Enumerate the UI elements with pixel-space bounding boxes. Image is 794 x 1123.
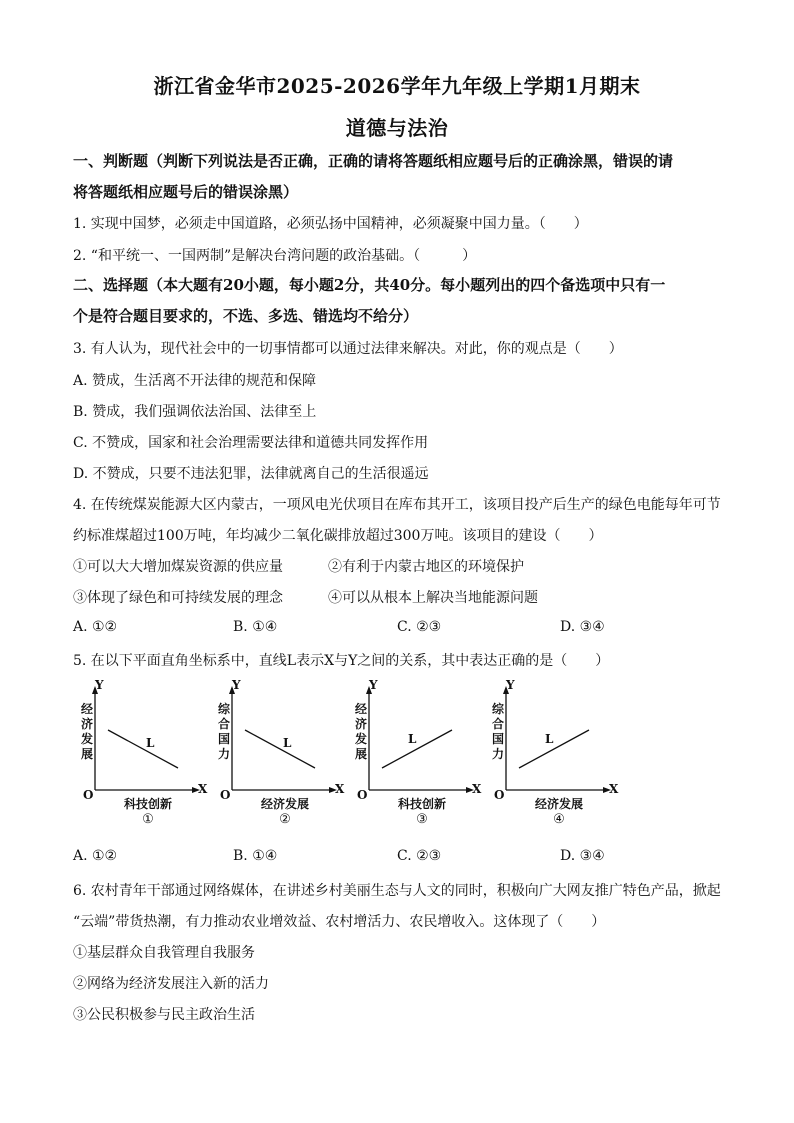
question-4-choice-b: B. ①④ [233,619,278,635]
graph-3-number: ③ [416,812,428,827]
question-3-option-c: C. 不赞成，国家和社会治理需要法律和道德共同发挥作用 [73,435,429,451]
graph-1-x-letter: X [198,782,208,796]
graph-4 [489,678,629,828]
graph-3-y-letter: Y [369,678,378,692]
question-6-stem-line1: 6. 农村青年干部通过网络媒体，在讲述乡村美丽生态与人文的同时，积极向广大网友推广特色产品，掀起 [73,883,721,899]
section1-heading-line1: 一、判断题（判断下列说法是否正确，正确的请将答题纸相应题号后的正确涂黑，错误的请 [73,152,674,170]
graph-4-number: ④ [553,812,565,827]
graph-2-x-letter: X [335,782,345,796]
graph-4-x-label: 经济发展 [534,797,583,811]
question-5-choice-a: A. ①② [73,848,118,864]
graph-3-axes [352,678,492,798]
graph-1 [78,678,218,828]
graph-1-x-label: 科技创新 [123,797,172,811]
section1-heading-line2: 将答题纸相应题号后的错误涂黑） [73,183,299,201]
graph-4-l-label: L [545,732,554,746]
graph-2-x-label: 经济发展 [260,797,309,811]
question-5-choice-c: C. ②③ [397,848,442,864]
section2-heading-line2: 个是符合题目要求的，不选、多选、错选均不给分） [73,307,419,325]
question-3-stem: 3. 有人认为，现代社会中的一切事情都可以通过法律来解决。对此，你的观点是（ ） [73,341,623,357]
graph-2-l-label: L [283,736,292,750]
question-6-item-3: ③公民积极参与民主政治生活 [73,1007,255,1023]
graph-3-line-l [382,730,452,768]
question-3-option-b: B. 赞成，我们强调依法治国、法律至上 [73,404,317,420]
graph-3-x-letter: X [472,782,482,796]
graph-2 [215,678,355,828]
graph-4-line-l [519,730,589,768]
question-6-stem-line2: “云端”带货热潮，有力推动农业增效益、农村增活力、农民增收入。这体现了（ ） [73,914,606,930]
question-4-item-2: ②有利于内蒙古地区的环境保护 [328,559,524,575]
graph-1-y-letter: Y [95,678,104,692]
graph-4-x-letter: X [609,782,619,796]
question-5-choice-b: B. ①④ [233,848,278,864]
question-4-stem-line1: 4. 在传统煤炭能源大区内蒙古，一项风电光伏项目在库布其开工，该项目投产后生产的绿色电能每年可节 [73,497,721,513]
question-4-item-3: ③体现了绿色和可持续发展的理念 [73,590,283,606]
graph-1-number: ① [142,812,154,827]
question-4-item-1: ①可以大大增加煤炭资源的供应量 [73,559,283,575]
graph-2-y-label: 综合国力 [217,702,230,761]
question-4-choice-a: A. ①② [73,619,118,635]
graph-3-origin: O [357,788,368,802]
question-5-stem: 5. 在以下平面直角坐标系中，直线L表示X与Y之间的关系，其中表达正确的是（ ） [73,653,610,669]
graph-2-line-l [245,730,315,768]
graph-2-y-letter: Y [232,678,241,692]
question-4-stem-line2: 约标准煤超过100万吨，年均减少二氧化碳排放超过300万吨。该项目的建设（ ） [73,528,603,544]
section2-heading-line1: 二、选择题（本大题有20小题，每小题2分，共40分。每小题列出的四个备选项中只有一 [73,276,666,294]
question-6-item-2: ②网络为经济发展注入新的活力 [73,976,269,992]
graph-4-y-label: 综合国力 [491,702,504,761]
graph-3 [352,678,492,828]
question-3-option-a: A. 赞成，生活离不开法律的规范和保障 [73,373,317,389]
question-5-choice-d: D. ③④ [560,848,605,864]
graph-1-y-label: 经济发展 [80,702,93,761]
graph-2-origin: O [220,788,231,802]
question-6-item-1: ①基层群众自我管理自我服务 [73,945,255,961]
graph-2-number: ② [279,812,291,827]
graph-3-x-label: 科技创新 [397,797,446,811]
exam-title: 浙江省金华市2025-2026学年九年级上学期1月期末 [153,74,641,98]
graph-3-l-label: L [408,732,417,746]
graph-4-axes [489,678,629,798]
graph-1-l-label: L [146,736,155,750]
graph-3-y-label: 经济发展 [354,702,367,761]
question-4-item-4: ④可以从根本上解决当地能源问题 [328,590,538,606]
question-3-option-d: D. 不赞成，只要不违法犯罪，法律就离自己的生活很遥远 [73,466,429,482]
question-4-choice-c: C. ②③ [397,619,442,635]
graph-1-line-l [108,730,178,768]
question-4-choice-d: D. ③④ [560,619,605,635]
graph-1-origin: O [83,788,94,802]
graph-4-y-letter: Y [506,678,515,692]
graph-4-origin: O [494,788,505,802]
question-2: 2. “和平统一、一国两制”是解决台湾问题的政治基础。（ ） [73,248,477,264]
subject-title: 道德与法治 [345,116,449,140]
question-1: 1. 实现中国梦，必须走中国道路，必须弘扬中国精神，必须凝聚中国力量。（ ） [73,216,588,232]
